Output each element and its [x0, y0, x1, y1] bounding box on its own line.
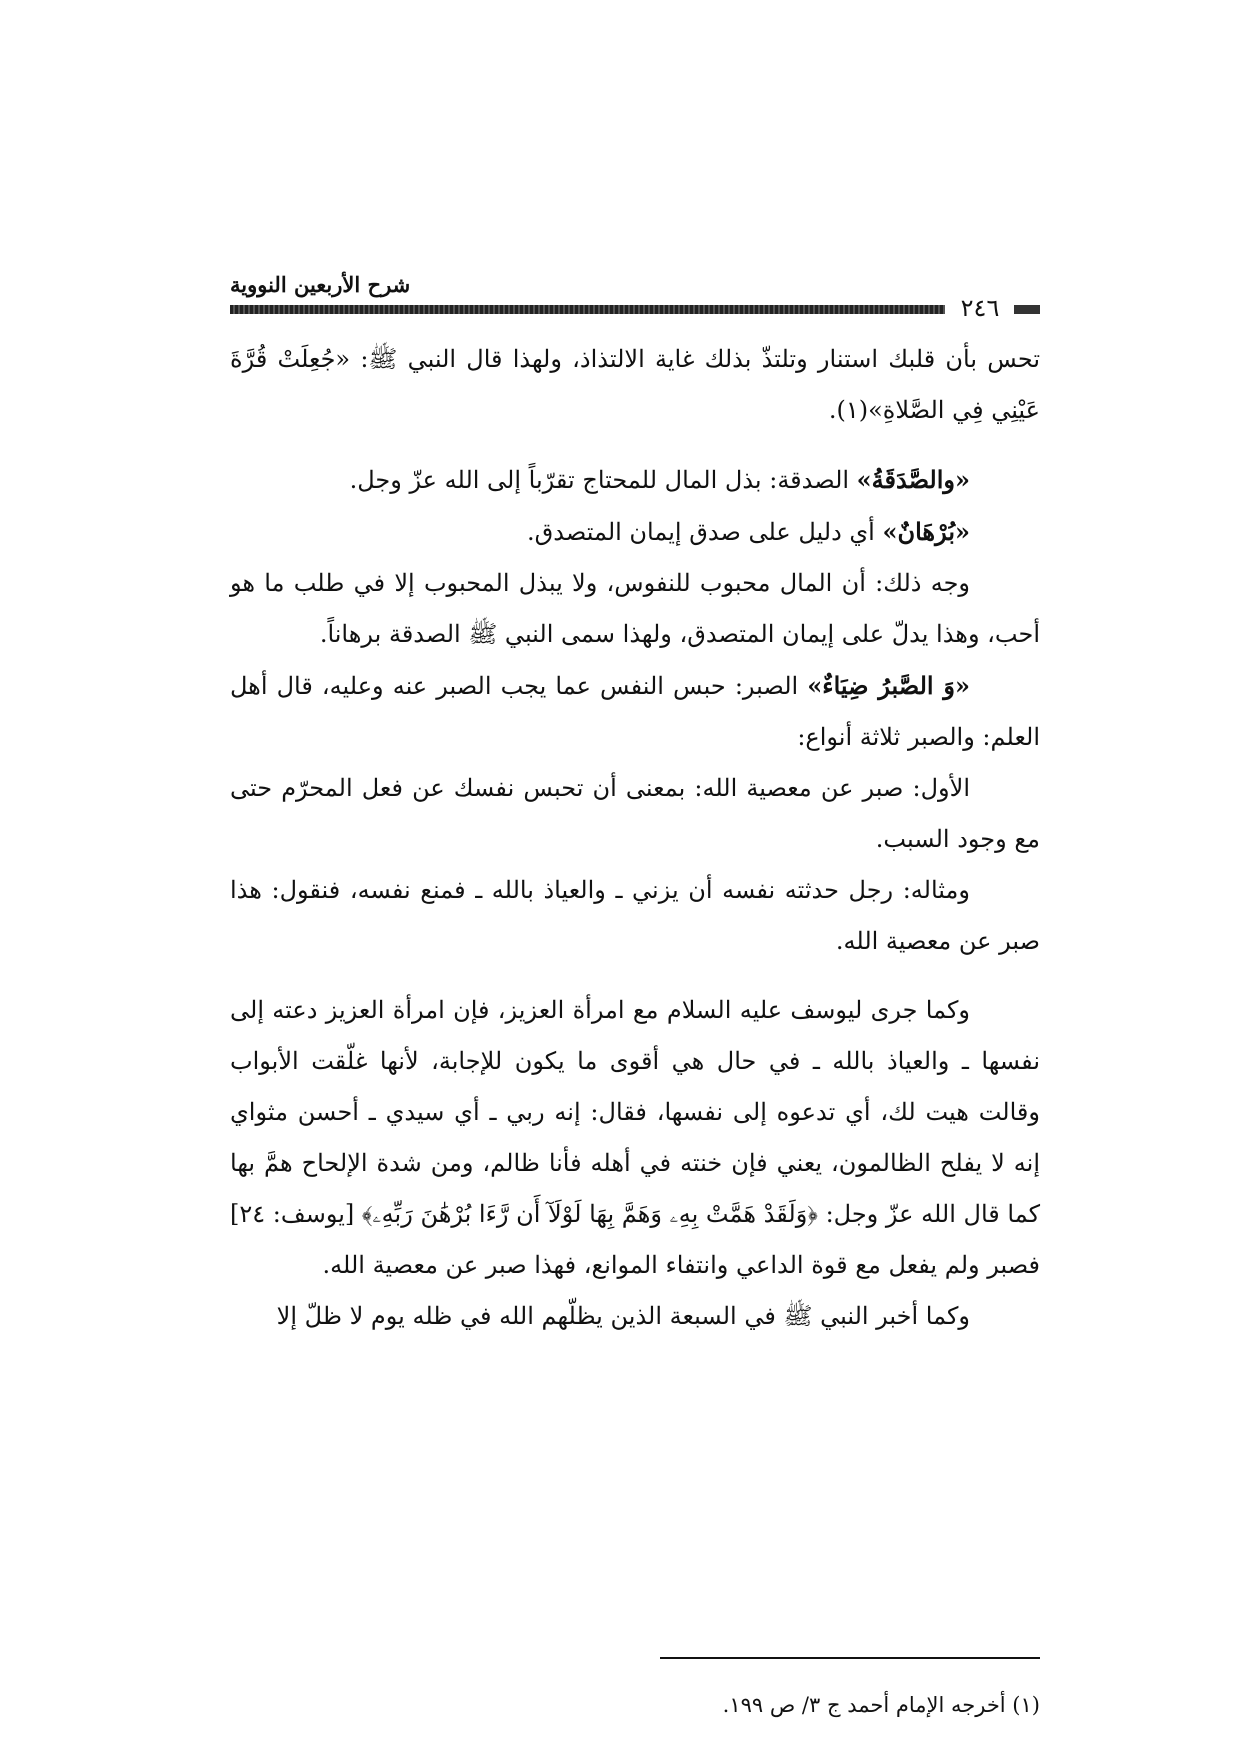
paragraph: «والصَّدَقَةُ» الصدقة: بذل المال للمحتاج تقرّباً إلى الله عزّ وجل. — [349, 465, 970, 494]
paragraph: ومثاله: رجل حدثته نفسه أن يزني ـ والعياذ بالله ـ فمنع نفسه، فنقول: هذا صبر عن معصية الله. — [230, 876, 1040, 955]
running-header-title: شرح الأربعين النووية — [230, 272, 411, 297]
paragraph: وكما جرى ليوسف عليه السلام مع امرأة العزيز، فإن امرأة العزيز دعته إلى نفسها ـ والعياذ بالله ـ في حال هي أقوى ما يكون للإجابة، لأنها غلّقت الأبواب وقالت هيت لك، أي تدعوه إلى نفسها، فقال: إنه ربي ـ أي سيدي ـ أحسن مثواي إنه لا يفلح الظالمون، يعني فإن خنته في أهله فأنا ظالم، ومن شدة الإلحاح همَّ بها كما قال الله عزّ وجل: ﴿وَلَقَدْ هَمَّتْ بِهِۦ وَهَمَّ بِهَا لَوْلَآ أَن رَّءَا بُرْهَٰنَ رَبِّهِۦ﴾ [يوسف: ٢٤] فصبر ولم يفعل مع قوة الداعي وانتفاء الموانع، فهذا صبر عن معصية الله. — [230, 996, 1040, 1279]
term-highlight: «بُرْهَانٌ» — [882, 517, 970, 546]
paragraph: «بُرْهَانٌ» أي دليل على صدق إيمان المتصدق. — [527, 517, 970, 546]
paragraph: وجه ذلك: أن المال محبوب للنفوس، ولا يبذل المحبوب إلا في طلب ما هو أحب، وهذا يدلّ على إيمان المتصدق، ولهذا سمى النبي ﷺ الصدقة برهاناً. — [230, 569, 1040, 648]
body-text — [230, 334, 1040, 1342]
paragraph: الأول: صبر عن معصية الله: بمعنى أن تحبس نفسك عن فعل المحرّم حتى مع وجود السبب. — [230, 774, 1040, 853]
page-number-rule — [1014, 305, 1040, 314]
paragraph: «وَ الصَّبرُ ضِيَاءٌ» الصبر: حبس النفس عما يجب الصبر عنه وعليه، قال أهل العلم: والصبر ثلاثة أنواع: — [230, 671, 1040, 751]
page-number: ٢٤٦ — [960, 294, 1000, 322]
term-highlight: «والصَّدَقَةُ» — [856, 465, 970, 494]
paragraph: وكما أخبر النبي ﷺ في السبعة الذين يظلّهم الله في ظله يوم لا ظلّ إلا — [276, 1302, 970, 1330]
term-highlight: «وَ الصَّبرُ ضِيَاءٌ» — [807, 671, 970, 700]
footnote-rule — [660, 1657, 1040, 1659]
paragraph: تحس بأن قلبك استنار وتلتذّ بذلك غاية الالتذاذ، ولهذا قال النبي ﷺ: «جُعِلَتْ قُرَّةَ عَيْنِي فِي الصَّلاةِ»(١). — [230, 345, 1040, 424]
footnote: (١) أخرجه الإمام أحمد ج ٣/ ص ١٩٩. — [722, 1693, 1040, 1717]
header-rule — [230, 305, 945, 314]
